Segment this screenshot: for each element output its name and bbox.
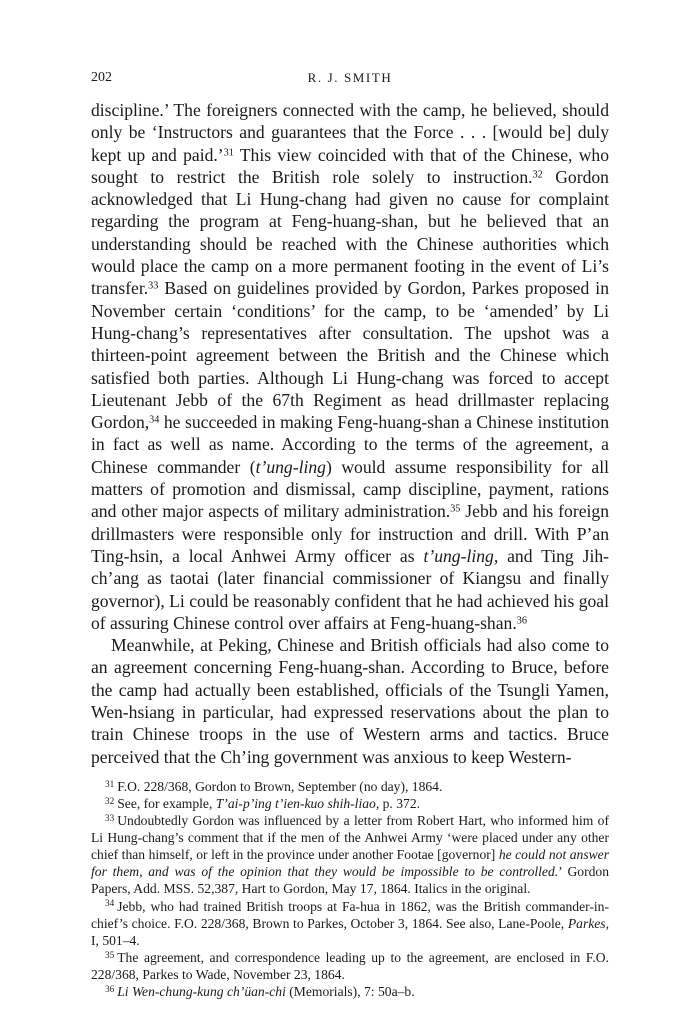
- page-number: 202: [91, 70, 112, 85]
- footnote-number: 31: [105, 778, 115, 789]
- text-span: ) would assume responsibility for all matters of promotion and dismissal, camp discipline, payment, rations and other major aspects of military administration.: [91, 456, 609, 522]
- footnote-ref-33: 33: [148, 280, 159, 292]
- text-span: and Ting Jih-ch’ang as taotai (later financial commissioner of Kiangsu and finally governor), Li could be reasonably confident that he had achieved his goal of assuring Chinese control over affairs at Feng-huang-shan.: [91, 545, 609, 633]
- page: [91, 70, 609, 1000]
- footnote-35: [91, 949, 609, 983]
- footnote-31: [91, 778, 609, 795]
- text-span: he succeeded in making Feng-huang-shan a Chinese institution in fact as well as name. According to the terms of the agreement, a Chinese commander (: [91, 412, 609, 477]
- text-span: Based on guidelines provided by Gordon, Parkes proposed in November certain ‘conditions’ for the camp, to be ‘amended’ by Li Hung-chang’s representatives after consultation. The upshot was a thirteen-point agreement between the British and the Chinese which satisfied both parties. Although Li Hung-chang was forced to accept Lieutenant Jebb of the 67th Regiment as head drillmaster replacing Gordon,: [91, 278, 609, 433]
- footnote-32: [91, 795, 609, 812]
- footnote-text: ’ Gordon Papers, Add. MSS. 52,387, Hart to Gordon, May 17, 1864. Italics in the original.: [91, 864, 609, 897]
- footnote-text: p. 372.: [379, 796, 421, 811]
- footnote-number: 34: [105, 898, 115, 909]
- footnote-36: [91, 983, 609, 1000]
- footnote-number: 33: [105, 812, 115, 823]
- paragraph-1: [91, 99, 609, 634]
- footnote-33: [91, 812, 609, 897]
- footnote-italic: T’ai-p’ing t’ien-kuo shih-liao,: [215, 796, 380, 811]
- text-span: Gordon acknowledged that Li Hung-chang had given no cause for complaint regarding the program at Feng-huang-shan, but he believed that an understanding should be reached with the Chinese authorities which would place the camp on a more permanent footing in the event of Li’s transfer.: [91, 166, 609, 299]
- footnote-ref-34: 34: [149, 414, 160, 426]
- italic-term: t’ung-ling,: [423, 545, 499, 566]
- footnote-34: [91, 898, 609, 949]
- text-span: discipline.’ The foreigners connected with the camp, he believed, should only be ‘Instructors and guarantees that the Force . . . [would be] duly kept up and paid.’: [91, 100, 609, 165]
- footnote-number: 32: [105, 795, 115, 806]
- footnote-text: F.O. 228/368, Gordon to Brown, September (no day), 1864.: [117, 778, 443, 794]
- paragraph-2: Meanwhile, at Peking, Chinese and British officials had also come to an agreement concerning Feng-huang-shan. According to Bruce, before the camp had actually been established, officials of the Tsungli Yamen, Wen-hsiang in particular, had expressed reservations about the plan to train Chinese troops in the use of Western arms and tactics. Bruce perceived that the Ch’ing government was anxious to keep Western-: [91, 635, 609, 767]
- footnote-text: Undoubtedly Gordon was influenced by a letter from Robert Hart, who informed him of Li Hung-chang’s comment that if the men of the Anhwei Army ‘were placed under any other chief than himself, or left in the province under another Footae [governor]: [91, 813, 609, 863]
- running-head: [91, 70, 609, 92]
- footnote-text: (Memorials), 7: 50a–b.: [285, 984, 415, 1000]
- footnote-text: See, for example,: [117, 796, 216, 811]
- header-title: R. J. SMITH: [307, 70, 393, 85]
- text-span: Jebb and his foreign drillmasters were responsible only for instruction and drill. With P’an Ting-hsin, a local Anhwei Army officer as: [91, 501, 609, 566]
- italic-term: t’ung-ling: [255, 456, 326, 477]
- footnote-italic: Parkes,: [567, 915, 609, 931]
- text-span: This view coincided with that of the Chinese, who sought to restrict the British role solely to instruction.: [91, 144, 610, 187]
- body-text: [91, 99, 609, 768]
- footnote-number: 35: [105, 949, 115, 960]
- footnote-ref-32: 32: [532, 169, 543, 181]
- footnote-ref-36: 36: [516, 615, 527, 627]
- footnote-ref-35: 35: [450, 503, 461, 515]
- footnote-ref-31: 31: [223, 146, 234, 158]
- footnote-text: I, 501–4.: [91, 932, 140, 948]
- footnote-italic: he could not answer for them, and was of the opinion that they would be impossible to be controlled.: [91, 847, 610, 880]
- footnote-italic: Li Wen-chung-kung ch’üan-chi: [117, 984, 286, 1000]
- footnote-text: Jebb, who had trained British troops at Fa-hua in 1862, was the British commander-in-chief’s choice. F.O. 228/368, Brown to Parkes, October 3, 1864. See also, Lane-Poole,: [91, 898, 609, 931]
- footnote-number: 36: [105, 983, 115, 994]
- footnotes: [91, 778, 609, 1000]
- footnote-text: The agreement, and correspondence leading up to the agreement, are enclosed in F.O. 228/368, Parkes to Wade, November 23, 1864.: [91, 949, 609, 982]
